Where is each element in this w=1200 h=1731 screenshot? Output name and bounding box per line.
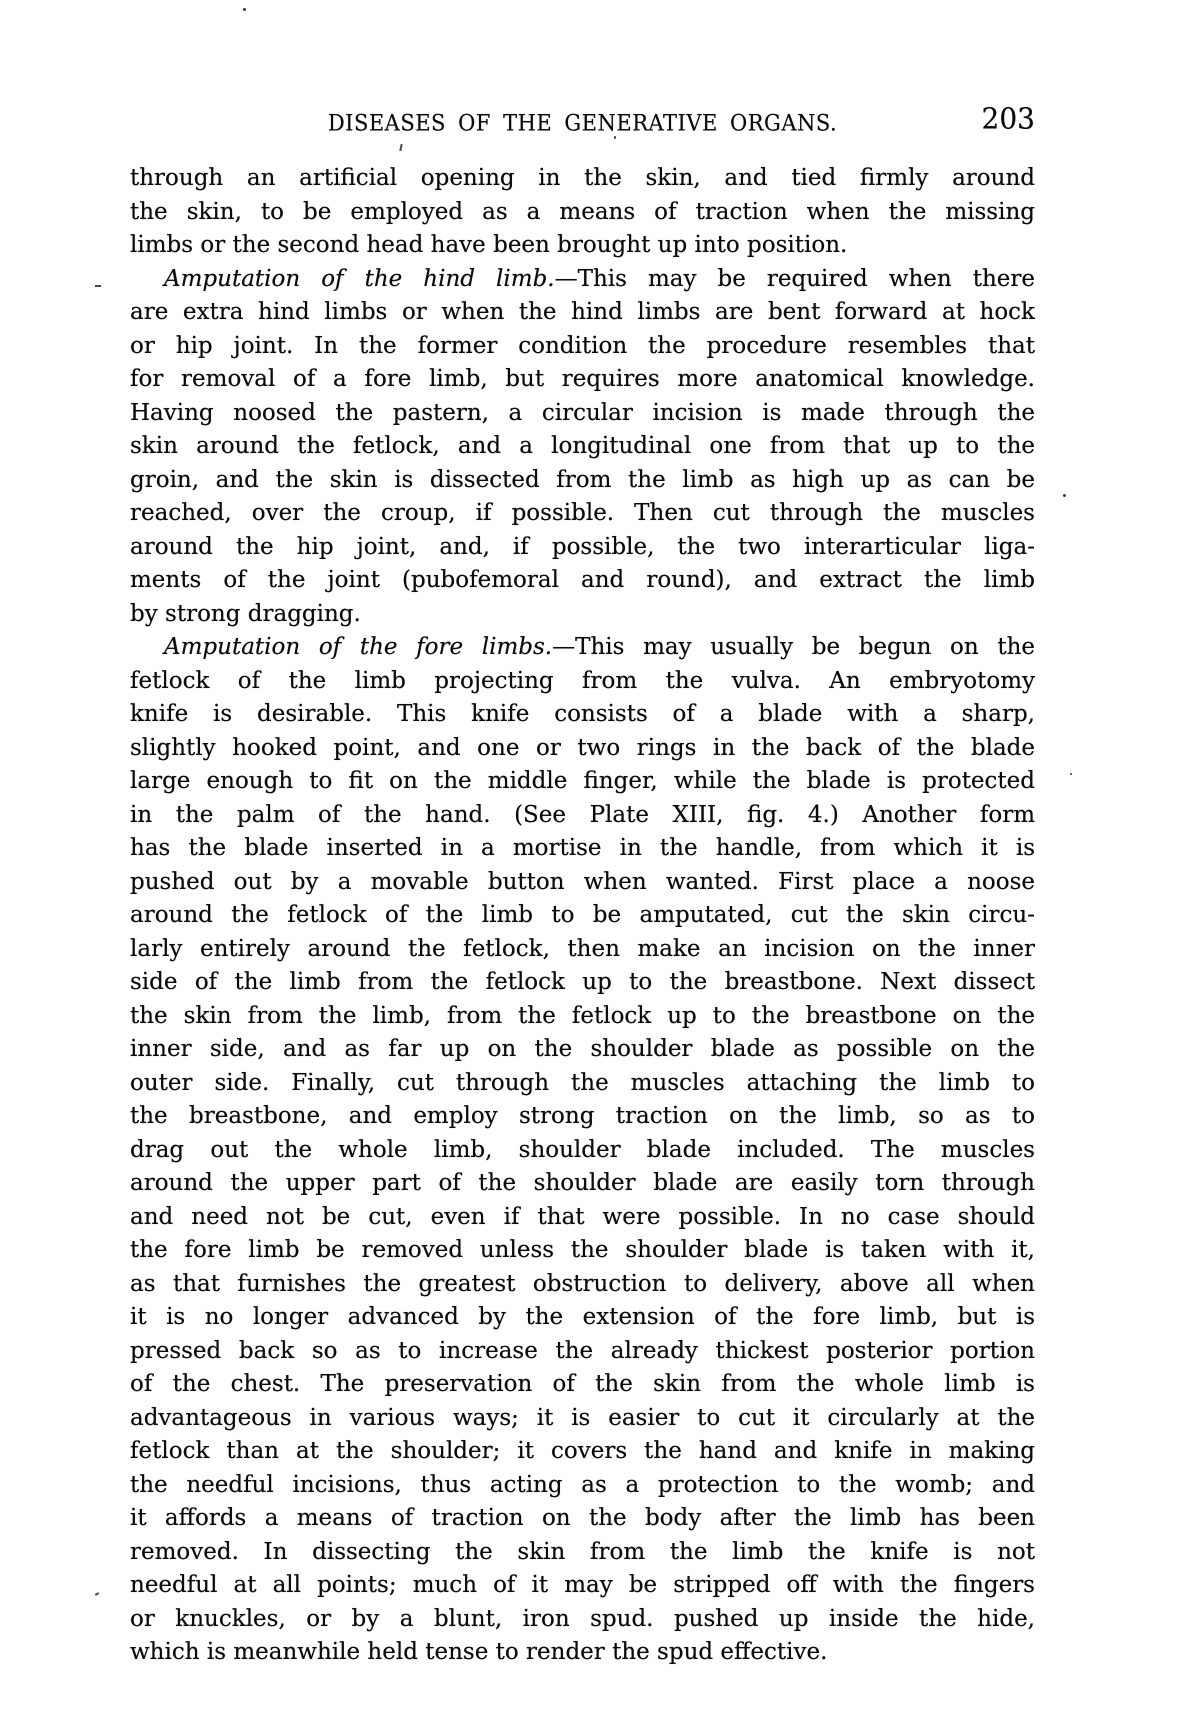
text-line: Having noosed the pastern, a circular incision is made through the — [130, 399, 1035, 426]
text-line: has the blade inserted in a mortise in the handle, from which it is — [130, 835, 1035, 861]
scan-speck — [243, 8, 246, 11]
scan-speck — [399, 144, 402, 151]
text-line: outer side. Finally, cut through the muscles attaching the limb to — [130, 1069, 1035, 1096]
text-line: fetlock of the limb projecting from the vulva. An embryotomy — [130, 667, 1035, 694]
text-line: pressed back so as to increase the already thickest posterior portion — [130, 1337, 1035, 1364]
text-line: the breastbone, and employ strong traction on the limb, so as to — [130, 1103, 1035, 1129]
paragraph-indent — [130, 285, 164, 286]
page-body — [130, 162, 1035, 1670]
text-line: the skin, to be employed as a means of traction when the missing — [130, 198, 1035, 225]
text-line: through an artificial opening in the skin, and tied firmly around — [130, 165, 1035, 191]
scan-speck — [614, 136, 616, 139]
text-line: skin around the fetlock, and a longitudinal one from that up to the — [130, 433, 1035, 459]
text-line: pushed out by a movable button when wanted. First place a noose — [130, 868, 1035, 895]
paragraph-indent — [130, 653, 164, 654]
text-line: the skin from the limb, from the fetlock up to the breastbone on the — [130, 1002, 1035, 1029]
text-line: it is no longer advanced by the extension of the fore limb, but is — [130, 1304, 1035, 1330]
text-line: Amputation of the fore limbs.—This may usually be begun on the — [130, 631, 1035, 665]
text-line: inner side, and as far up on the shoulder blade as possible on the — [130, 1036, 1035, 1062]
text-line: side of the limb from the fetlock up to the breastbone. Next dissect — [130, 969, 1035, 995]
text-line: for removal of a fore limb, but requires more anatomical knowledge. — [130, 366, 1035, 392]
text-line: knife is desirable. This knife consists of a blade with a sharp, — [130, 701, 1035, 727]
text-line: fetlock than at the shoulder; it covers the hand and knife in making — [130, 1438, 1035, 1464]
text-line: in the palm of the hand. (See Plate XIII, fig. 4.) Another form — [130, 801, 1035, 828]
text-line: advantageous in various ways; it is easier to cut it circularly at the — [130, 1404, 1035, 1431]
text-line: large enough to fit on the middle finger, while the blade is protected — [130, 768, 1035, 794]
text-line: ments of the joint (pubofemoral and round), and extract the limb — [130, 567, 1035, 593]
running-title: DISEASES OF THE GENERATIVE ORGANS. — [327, 110, 838, 136]
text-line: slightly hooked point, and one or two rings in the back of the blade — [130, 734, 1035, 761]
text-line: needful at all points; much of it may be stripped off with the fingers — [130, 1572, 1035, 1598]
text-line: groin, and the skin is dissected from the limb as high up as can be — [130, 466, 1035, 493]
scan-speck — [1070, 773, 1072, 775]
text-line: as that furnishes the greatest obstruction to delivery, above all when — [130, 1270, 1035, 1297]
text-line: limbs or the second head have been brought up into position. — [130, 232, 848, 258]
text-line: removed. In dissecting the skin from the limb the knife is not — [130, 1538, 1035, 1565]
text-line: the needful incisions, thus acting as a protection to the womb; and — [130, 1471, 1035, 1498]
page-header — [130, 101, 1035, 141]
text-line: and need not be cut, even if that were possible. In no case should — [130, 1203, 1035, 1230]
italic-lead-in: Amputation of the fore limbs. — [164, 634, 553, 660]
text-line: by strong dragging. — [130, 600, 361, 627]
scan-speck — [95, 285, 101, 287]
text-line: the fore limb be removed unless the shoulder blade is taken with it, — [130, 1237, 1035, 1263]
scan-speck — [1063, 494, 1066, 497]
text-line: or hip joint. In the former condition the procedure resembles that — [130, 332, 1035, 359]
italic-lead-in: Amputation of the hind limb. — [164, 265, 555, 292]
text-line: reached, over the croup, if possible. Then cut through the muscles — [130, 500, 1035, 526]
text-line: of the chest. The preservation of the skin from the whole limb is — [130, 1371, 1035, 1397]
text-line: which is meanwhile held tense to render the spud effective. — [130, 1639, 828, 1665]
text-line: around the fetlock of the limb to be amputated, cut the skin circu- — [130, 902, 1035, 928]
text-line: larly entirely around the fetlock, then make an incision on the inner — [130, 935, 1035, 962]
text-line: it affords a means of traction on the body after the limb has been — [130, 1505, 1035, 1531]
text-line: around the hip joint, and, if possible, the two interarticular liga- — [130, 533, 1035, 560]
page-number: 203 — [981, 101, 1035, 136]
text-line: around the upper part of the shoulder blade are easily torn through — [130, 1170, 1035, 1196]
text-line: Amputation of the hind limb.—This may be required when there — [130, 263, 1035, 297]
scan-speck — [95, 1592, 99, 1596]
text-line: drag out the whole limb, shoulder blade included. The muscles — [130, 1136, 1035, 1163]
text-line: or knuckles, or by a blunt, iron spud. pushed up inside the hide, — [130, 1605, 1035, 1632]
text-line: are extra hind limbs or when the hind limbs are bent forward at hock — [130, 299, 1035, 325]
